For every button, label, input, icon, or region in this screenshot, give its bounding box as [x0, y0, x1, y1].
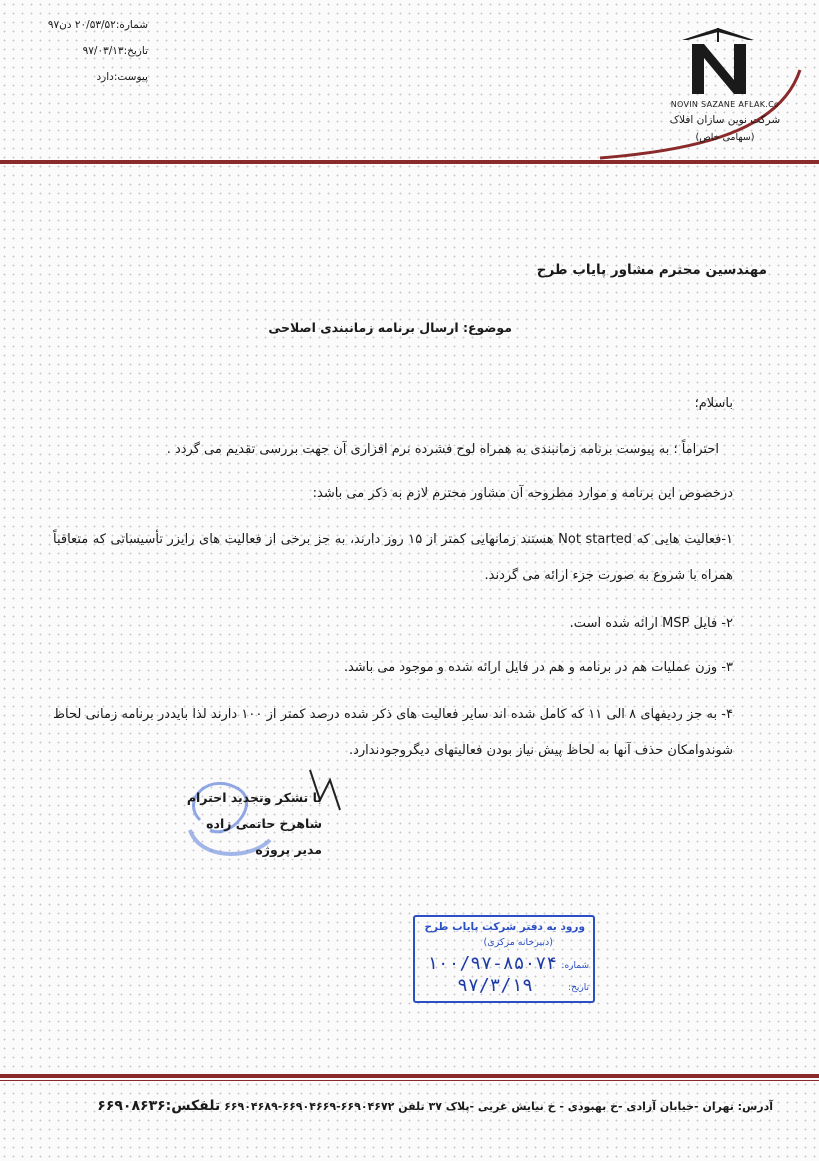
letter-number: شماره:۲۰/۵۳/۵۲ دن۹۷	[47, 19, 148, 31]
stamp-date: ۹۷/۳/۱۹	[457, 975, 533, 996]
company-type: (سهامی خاص)	[695, 132, 755, 143]
letter-subject: موضوع: ارسال برنامه زمانبندی اصلاحی	[268, 320, 512, 335]
stamp-subtitle: (دبیرخانه مرکزی)	[483, 937, 553, 948]
signature-name: شاهرخ حاتمی زاده	[206, 816, 322, 831]
stamp-date-label: تاریخ:	[568, 983, 589, 993]
receipt-stamp	[413, 915, 595, 1003]
company-name-en: NOVIN SAZANE AFLAK.Co	[670, 100, 780, 109]
stamp-number-label: شماره:	[561, 961, 589, 971]
letter-item-4: ۴- به جز ردیفهای ۸ الی ۱۱ که کامل شده اند سایر فعالیت های ذکر شده درصد کمتر از ۱۰۰ دارند لذا بایددر برنامه زمانی لحاظ شوندوامکان حذف آنها به لحاظ پیش نیاز بودن فعالیتهای دیگروجودندارد.	[53, 707, 733, 758]
company-logo-icon	[672, 28, 762, 96]
footer-divider	[0, 1074, 819, 1078]
signature-closing: با تشکر وتجدید احترام	[186, 790, 322, 805]
signature-block	[187, 785, 322, 863]
letter-item-3: ۳- وزن عملیات هم در برنامه و هم در فایل ارائه شده و موجود می باشد.	[343, 660, 733, 675]
stamp-title: ورود به دفتر شرکت پایاب طرح	[424, 921, 585, 933]
letter-item-2: ۲- فایل MSP ارائه شده است.	[569, 616, 733, 631]
fax-number: تلفکس:۶۶۹۰۸۶۳۶	[97, 1098, 221, 1114]
address-text: آدرس: تهران -خیابان آزادی -خ بهبودی - خ نیایش غربی -پلاک ۳۷ تلفن ۶۶۹۰۴۶۷۲-۶۶۹۰۴۶۶۹-۶۶۹۰۴۶۸۹	[224, 1100, 773, 1113]
signature-title: مدیر پروژه	[255, 842, 322, 857]
footer-divider-thin	[0, 1080, 819, 1081]
letter-lead: درخصوص این برنامه و موارد مطروحه آن مشاور محترم لازم به ذکر می باشد:	[312, 486, 733, 501]
letter-date: تاریخ:۹۷/۰۳/۱۳	[82, 45, 148, 57]
letter-recipient: مهندسین محترم مشاور پایاب طرح	[536, 262, 767, 278]
letter-intro: احتراماً ؛ به پیوست برنامه زمانبندی به همراه لوح فشرده نرم افزاری آن جهت بررسی تقدیم می گردد .	[166, 442, 719, 457]
company-logo	[650, 28, 800, 158]
company-name-fa: شرکت نوین سازان افلاک	[669, 114, 781, 126]
header-divider	[0, 160, 819, 164]
stamp-number: ۱۰۰/۹۷-۸۵۰۷۴	[426, 953, 557, 974]
letter-attachment: پیوست:دارد	[96, 71, 148, 83]
footer-address	[97, 1098, 773, 1114]
letter-item-1: ۱-فعالیت هایی که Not started هستند زمانهایی کمتر از ۱۵ روز دارند، به جز برخی از فعالیت های رایزر تأسیساتی که متعاقباً همراه با شروع به صورت جزء ارائه می گردند.	[53, 532, 733, 583]
letter-greeting: باسلام؛	[694, 396, 733, 411]
